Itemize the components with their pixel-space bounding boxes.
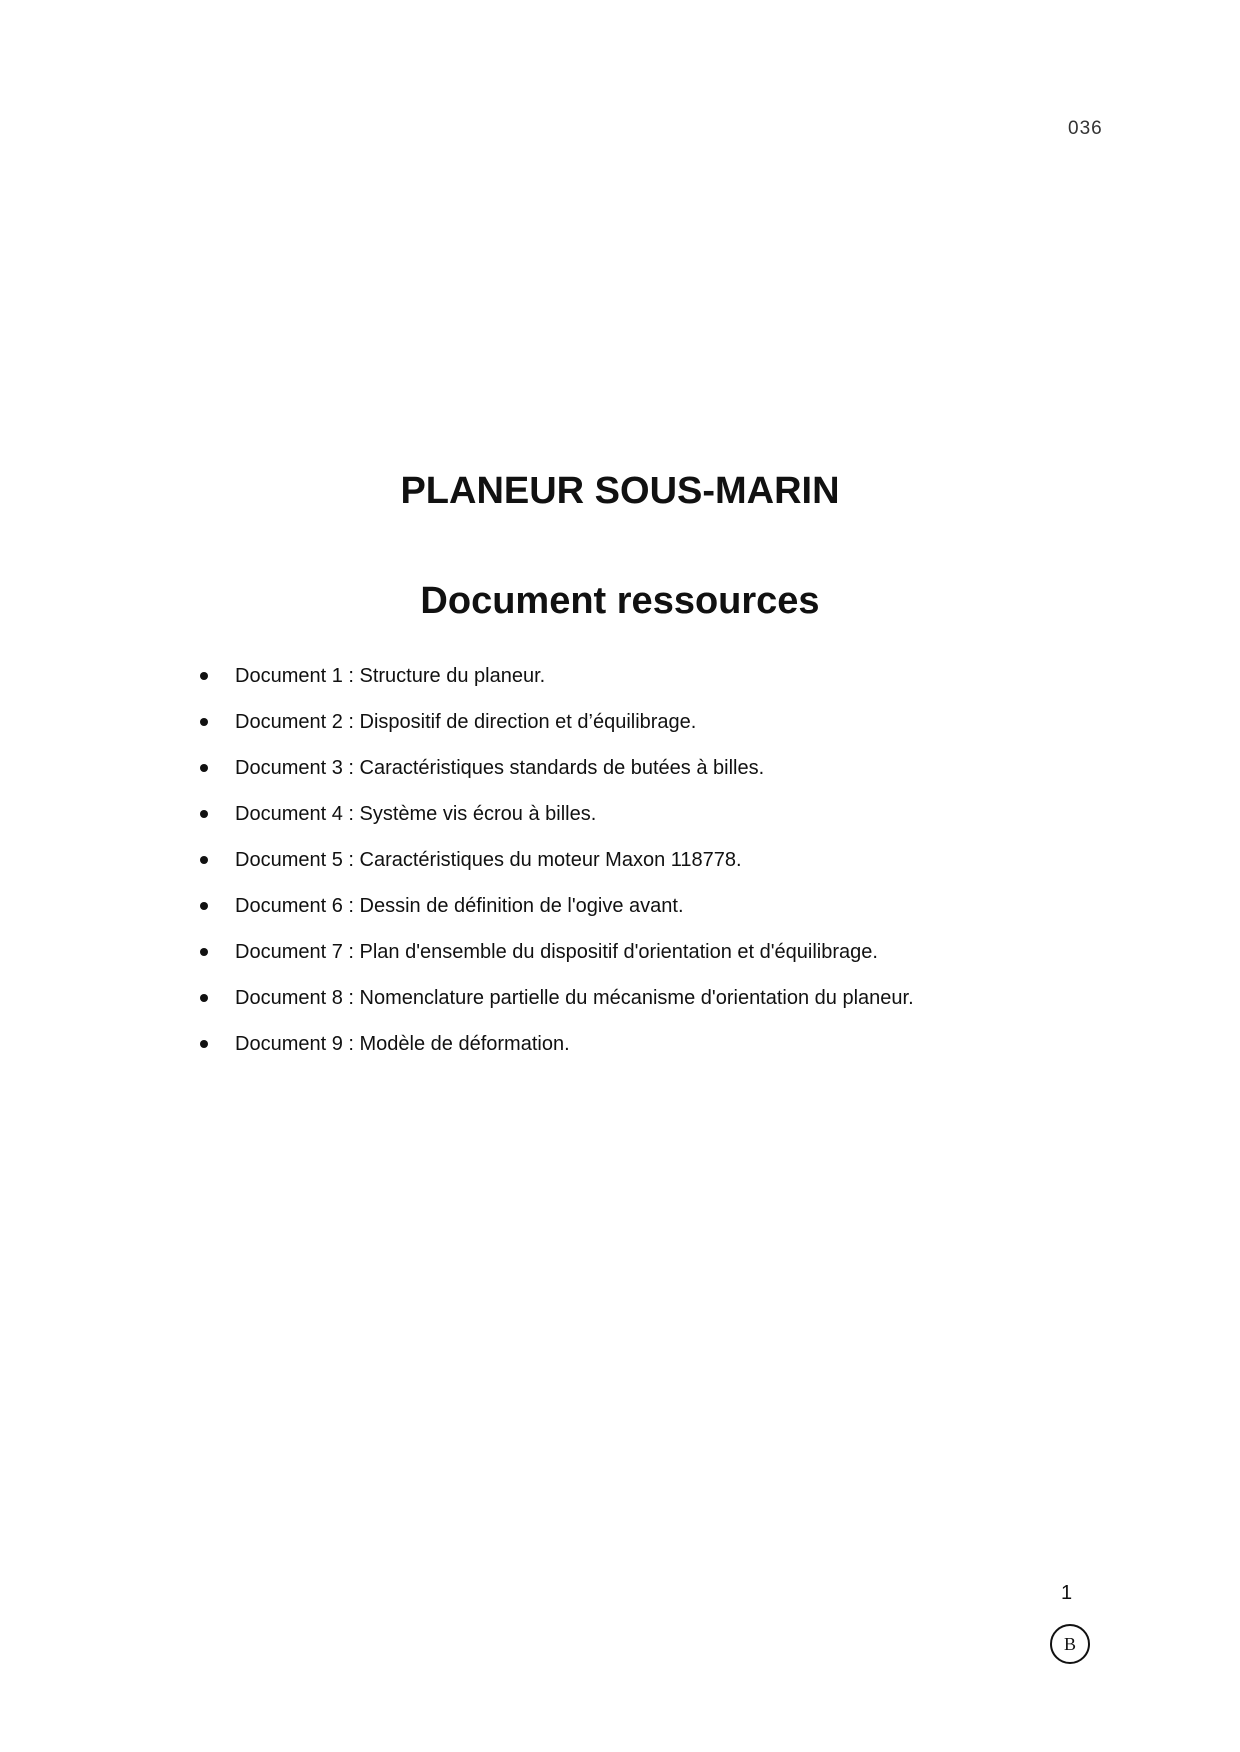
list-item-label: Document 3 : Caractéristiques standards de butées à billes. [235, 757, 765, 779]
list-item [200, 753, 914, 799]
document-list [200, 661, 914, 1075]
list-item-label: Document 7 : Plan d'ensemble du dispositif d'orientation et d'équilibrage. [235, 941, 878, 963]
list-item [200, 937, 914, 983]
list-item-label: Document 2 : Dispositif de direction et d’équilibrage. [235, 711, 697, 733]
bullet-icon [200, 764, 208, 772]
bullet-icon [200, 1040, 208, 1048]
bullet-icon [200, 672, 208, 680]
page-title: PLANEUR SOUS-MARIN [400, 470, 840, 512]
bullet-icon [200, 994, 208, 1002]
list-item [200, 707, 914, 753]
list-item-label: Document 5 : Caractéristiques du moteur Maxon 118778. [235, 849, 742, 871]
list-item-label: Document 4 : Système vis écrou à billes. [235, 803, 597, 825]
list-item [200, 1029, 914, 1075]
list-item [200, 661, 914, 707]
circled-letter-stamp: B [1050, 1624, 1090, 1664]
list-item [200, 799, 914, 845]
page-code: 036 [1068, 118, 1103, 139]
list-item [200, 845, 914, 891]
bullet-icon [200, 902, 208, 910]
list-item [200, 891, 914, 937]
list-item-label: Document 9 : Modèle de déformation. [235, 1033, 570, 1055]
bullet-icon [200, 810, 208, 818]
list-item [200, 983, 914, 1029]
list-item-label: Document 1 : Structure du planeur. [235, 665, 546, 687]
page-number: 1 [1061, 1582, 1073, 1604]
bullet-icon [200, 718, 208, 726]
page-subtitle: Document ressources [420, 580, 820, 622]
bullet-icon [200, 856, 208, 864]
bullet-icon [200, 948, 208, 956]
list-item-label: Document 6 : Dessin de définition de l'ogive avant. [235, 895, 684, 917]
list-item-label: Document 8 : Nomenclature partielle du mécanisme d'orientation du planeur. [235, 987, 914, 1009]
